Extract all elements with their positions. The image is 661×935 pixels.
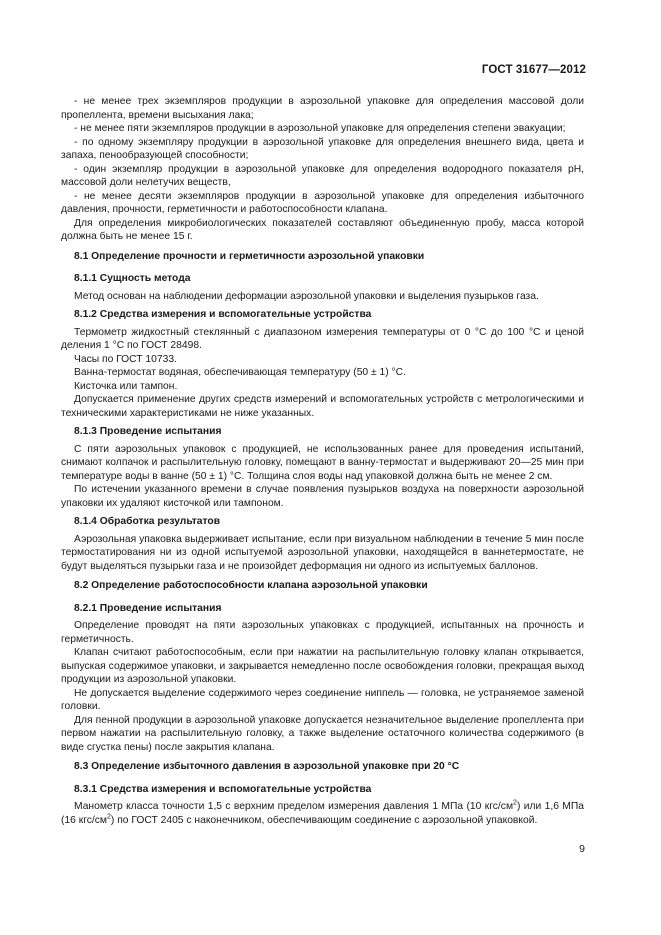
text-part: ) или 1,6 МПа (16 кгс/см [61,801,585,826]
section-8-2-1-heading: 8.2.1 Проведение испытания [74,602,222,614]
paragraph: Для пенной продукции в аэрозольной упаковке допускается незначительное выделение пропеллента при первом нажатии на распылительную головку, а также выделение остаточного количества содержимого (в виде сгустка пены) после закрытия клапана. [61,714,584,753]
paragraph: Не допускается выделение содержимого через соединение ниппель — головка, не устраняемое заменой головки. [61,687,584,712]
superscript: 2 [107,813,111,821]
intro-item: - не менее трех экземпляров продукции в аэрозольной упаковке для определения массовой доли пропеллента, времени высыхания лака; [61,96,584,121]
paragraph: Аэрозольная упаковка выдерживает испытание, если при визуальном наблюдении в течение 5 мин после термостатирования ни из одной испытуемой аэрозольной упаковки, находящейся в ваннетермостате, не будут выделяться пузырьки газа и не произойдет деформация ни одного из испытуемых баллонов. [61,533,584,572]
section-8-1-3-heading: 8.1.3 Проведение испытания [74,426,222,437]
section-8-2-heading: 8.2 Определение работоспособности клапана аэрозольной упаковки [74,580,428,591]
section-8-1-2-heading: 8.1.2 Средства измерения и вспомогательные устройства [74,309,372,320]
paragraph: Ванна-термостат водяная, обеспечивающая температуру (50 ± 1) °С. [74,367,406,378]
section-8-1-1-heading: 8.1.1 Сущность метода [74,273,191,284]
paragraph: Часы по ГОСТ 10733. [74,353,177,365]
paragraph: Определение проводят на пяти аэрозольных упаковках с продукцией, испытанных на прочность и герметичность. [61,620,584,645]
section-8-3-heading: 8.3 Определение избыточного давления в аэрозольной упаковке при 20 °С [74,761,460,772]
paragraph-manometer [61,800,584,827]
paragraph: Метод основан на наблюдении деформации аэрозольной упаковки и выделения пузырьков газа. [74,290,539,302]
paragraph: Клапан считают работоспособным, если при нажатии на распылительную головку клапан открывается, выпуская содержимое упаковки, и закрывается немедленно после освобождения головки, прекращая выход продукции из аэрозольной упаковки. [61,647,584,685]
intro-item: - не менее пяти экземпляров продукции в аэрозольной упаковке для определения степени эвакуации; [74,123,566,134]
standard-header: ГОСТ 31677—2012 [481,64,586,76]
section-8-3-1-heading: 8.3.1 Средства измерения и вспомогательные устройства [74,783,372,795]
paragraph: Термометр жидкостный стеклянный с диапазоном измерения температуры от 0 °С до 100 °С и ценой деления 1 °С по ГОСТ 28498. [61,326,584,351]
intro-paragraph: Для определения микробиологических показателей составляют объединенную пробу, масса которой должна быть не менее 15 г. [61,217,584,242]
text-part: ) по ГОСТ 2405 с наконечником, обеспечивающим соединение с аэрозольной упаковкой. [110,814,538,826]
paragraph: С пяти аэрозольных упаковок с продукцией, не использованных ранее для проведения испытаний, снимают колпачок и распылительную головку, помещают в ванну-термостат и выдерживают 20—25 мин при температуре воды в ванне (50 ± 1) °С. Толщина слоя воды над упаковкой должна быть не менее 2 см. [61,443,584,482]
text-part: Манометр класса точности 1,5 с верхним пределом измерения давления 1 МПа (10 кгс/см [74,801,514,812]
document-body [61,95,584,827]
paragraph: Кисточка или тампон. [74,380,178,392]
superscript: 2 [513,799,517,807]
paragraph: Допускается применение других средств измерений и вспомогательных устройств с метрологическими и техническими характеристиками не ниже указанных. [61,394,584,419]
intro-item: - по одному экземпляру продукции в аэрозольной упаковке для определения внешнего вида, цвета и запаха, пенообразующей способности; [61,136,584,161]
section-8-1-heading: 8.1 Определение прочности и герметичности аэрозольной упаковки [74,250,425,262]
section-8-1-4-heading: 8.1.4 Обработка результатов [74,516,221,527]
intro-item: - не менее десяти экземпляров продукции в аэрозольной упаковке для определения избыточного давления, прочности, герметичности и работоспособности клапана. [61,190,584,215]
paragraph: По истечении указанного времени в случае появления пузырьков воздуха на поверхности аэрозольной упаковки их удаляют кисточкой или тампоном. [61,484,584,509]
intro-item: - один экземпляр продукции в аэрозольной упаковке для определения водородного показателя pH, массовой доли нелетучих веществ, [61,163,584,188]
page-number: 9 [579,843,585,855]
